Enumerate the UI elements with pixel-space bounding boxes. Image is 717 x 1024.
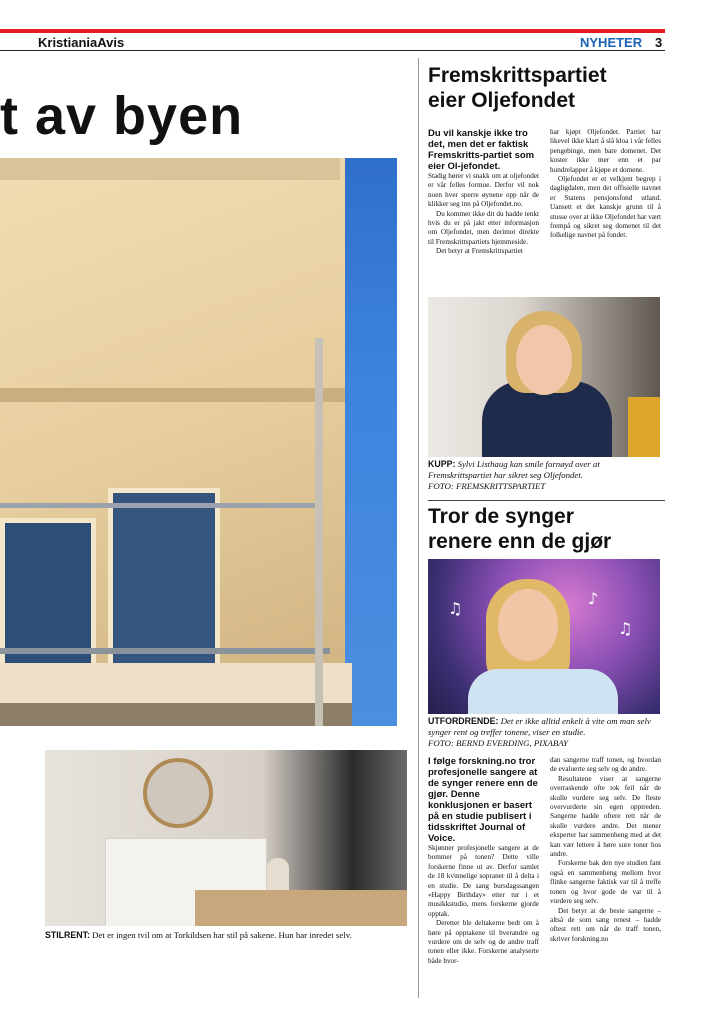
article2-headline <box>428 504 668 554</box>
music-notes-icon: ♫ <box>448 599 463 618</box>
singer-caption-text: Det er ikke alltid enkelt å vite om man selv synger rent og treffer tonene, viser en studie. <box>428 716 651 737</box>
section-label: NYHETER <box>580 35 643 50</box>
article2-title-line1: Tror de synger <box>428 505 574 528</box>
article2-column-2 <box>550 756 661 944</box>
portrait-caption-text: Sylvi Listhaug kan smile fornøyd over at Fremskrittspartiet har sikret seg Oljefondet. <box>428 459 600 480</box>
portrait-caption-credit: FOTO: FREMSKRITTSPARTIET <box>428 481 546 491</box>
article1-paragraph: Du kommer ikke dit du hadde tenkt hvis du er på jakt etter informasjon om Oljefondet, men derimot direkte til Fremskrittspartiets hjemmeside. <box>428 209 539 246</box>
portrait-photo <box>428 297 660 457</box>
portrait-caption-label: KUPP: <box>428 459 456 469</box>
article1-lead: Du vil kanskje ikke tro det, men det er faktisk Fremskritts-partiet som eier Ol-jefondet. <box>428 128 535 172</box>
article2-paragraph: Det betyr at de beste sangerne – altså de som sang renest – hadde oftest rett om når de traff tonen, skriver forskning.no <box>550 906 661 943</box>
header-rule <box>0 50 665 51</box>
article1-paragraph: Stadig hører vi snakk om at oljefondet er vår felles formue. Derfor vil nok noen hver sperre øynene opp når de klikker seg inn på Oljefondet.no. <box>428 172 539 209</box>
article1-paragraph: Det betyr at Fremskrittspartiet <box>436 247 523 256</box>
music-notes-icon: ♫ <box>618 619 633 638</box>
singer-caption-label: UTFORDRENDE: <box>428 716 499 726</box>
article1-paragraph: Oljefondet er et velkjent begrep i dagligdalen, men det offisielle navnet er Statens pensjonsfond utland. Uansett et det kanskje grunn til å stusse over at ikke Oljefondet har vært frempå og sikret seg domenet til det folkelige navnet på fondet. <box>550 175 661 240</box>
header-red-bar <box>0 29 665 33</box>
music-note-icon: ♪ <box>588 589 599 608</box>
interior-photo <box>45 750 407 926</box>
article2-paragraph: Skjønner profesjonelle sangere at de bommer på tonen? Dette ville forskerne finne ut av. Derfor samlet de 18 kvinnelige sopraner til å delta i en studie. De sang bursdagssangen «Happy Birthday» etter tur i et musikkstudio, mens forskerne gjorde opptak. <box>428 844 539 918</box>
article2-lead: I følge forskning.no tror profesjonelle sangere at de synger renere enn de gjør. Denne konklusjonen er basert på en studie publisert i tidsskriftet Journal of Voice. <box>428 756 538 844</box>
column-separator <box>418 58 419 998</box>
article1-column-1 <box>428 128 539 257</box>
article1-column-2 <box>550 128 661 241</box>
article1-paragraph: har kjøpt Oljefondet. Partiet har likevel ikke klart å slå kloa i vår felles pengebinge, men bare domenet. Det koster ikke mer enn et par hundrelapper å kjøpe et domene. <box>550 128 661 174</box>
interior-caption <box>45 930 407 941</box>
article2-paragraph: Deretter ble deltakerne bedt om å høre på opptakene til hverandre og vurdere om de selv og de andre traff tonen eller ikke. Forskerne analyserte både hvor- <box>428 919 539 965</box>
singer-photo <box>428 559 660 714</box>
interior-caption-text: Det er ingen tvil om at Torkildsen har stil på sakene. Hun har inredet selv. <box>92 930 352 940</box>
main-headline: t av byen <box>0 86 244 146</box>
singer-caption-credit: FOTO: BERND EVERDING, PIXABAY <box>428 738 569 748</box>
interior-caption-label: STILRENT: <box>45 930 90 940</box>
article1-headline <box>428 63 668 113</box>
article1-title-line1: Fremskrittspartiet <box>428 64 607 87</box>
article2-paragraph: dan sangerne traff tonen, og hvordan de evaluerte seg selv og de andre. <box>550 756 661 774</box>
article-divider <box>428 500 665 501</box>
portrait-caption <box>428 459 662 492</box>
house-photo <box>0 158 397 726</box>
article2-paragraph: Resultatene viser at sangerne overraskende ofte tok feil når de skulle vurdere seg selv. De fleste overvurderte sin egen opptreden. Sangerne hadde oftere rett når de skulle vurdere andre. Det mener eksperter har sammenheng med at det kan vær lettere å høre sure toner hos andre. <box>550 774 661 859</box>
newspaper-brand: KristianiaAvis <box>38 35 125 50</box>
article2-column-1 <box>428 756 539 966</box>
article1-title-line2: eier Oljefondet <box>428 89 576 112</box>
article2-title-line2: renere enn de gjør <box>428 530 612 553</box>
article2-paragraph: Forskerne bak den nye studien fant også en sammenheng mellom hvor flinke sangerne faktisk var til å treffe tonen og hvor gode de var til å vurdere seg selv. <box>550 859 661 906</box>
page-number: 3 <box>655 35 663 50</box>
singer-caption <box>428 716 662 749</box>
